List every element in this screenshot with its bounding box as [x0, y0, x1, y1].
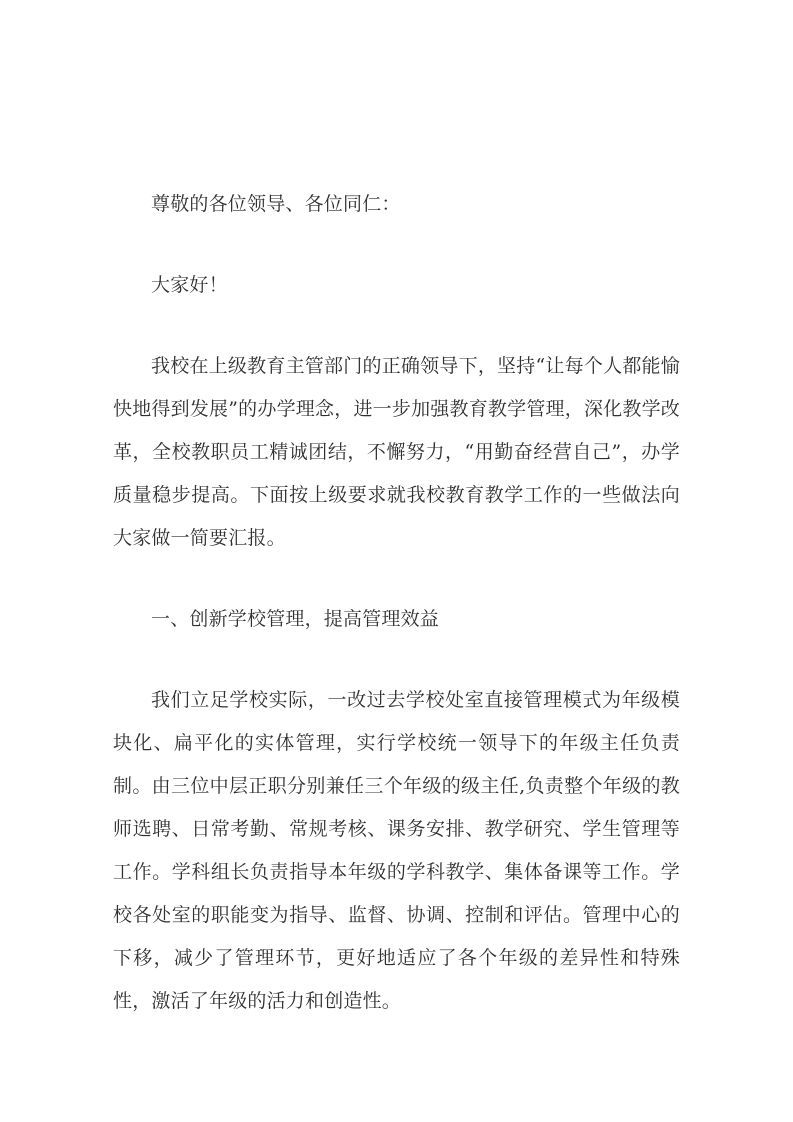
intro-paragraph: 我校在上级教育主管部门的正确领导下，坚持“让每个人都能愉快地得到发展”的办学理念，进一步加强教育教学管理，深化教学改革，全校教职员工精诚团结，不懈努力，“用勤奋经营自己”，办学质量稳步提高。下面按上级要求就我校教育教学工作的一些做法向大家做一简要汇报。	[113, 355, 680, 549]
document-content	[113, 183, 680, 1061]
greeting-line: 大家好！	[151, 274, 228, 296]
salutation-line: 尊敬的各位领导、各位同仁：	[151, 193, 401, 215]
section-1-paragraph: 我们立足学校实际，一改过去学校处室直接管理模式为年级模块化、扁平化的实体管理，实行学校统一领导下的年级主任负责制。由三位中层正职分别兼任三个年级的级主任,负责整个年级的教师选聘、日常考勤、常规考核、课务安排、教学研究、学生管理等工作。学科组长负责指导本年级的学科教学、集体备课等工作。学校各处室的职能变为指导、监督、协调、控制和评估。管理中心的下移，减少了管理环节，更好地适应了各个年级的差异性和特殊性，激活了年级的活力和创造性。	[113, 689, 680, 1012]
section-heading-1: 一、创新学校管理，提高管理效益	[151, 608, 440, 630]
